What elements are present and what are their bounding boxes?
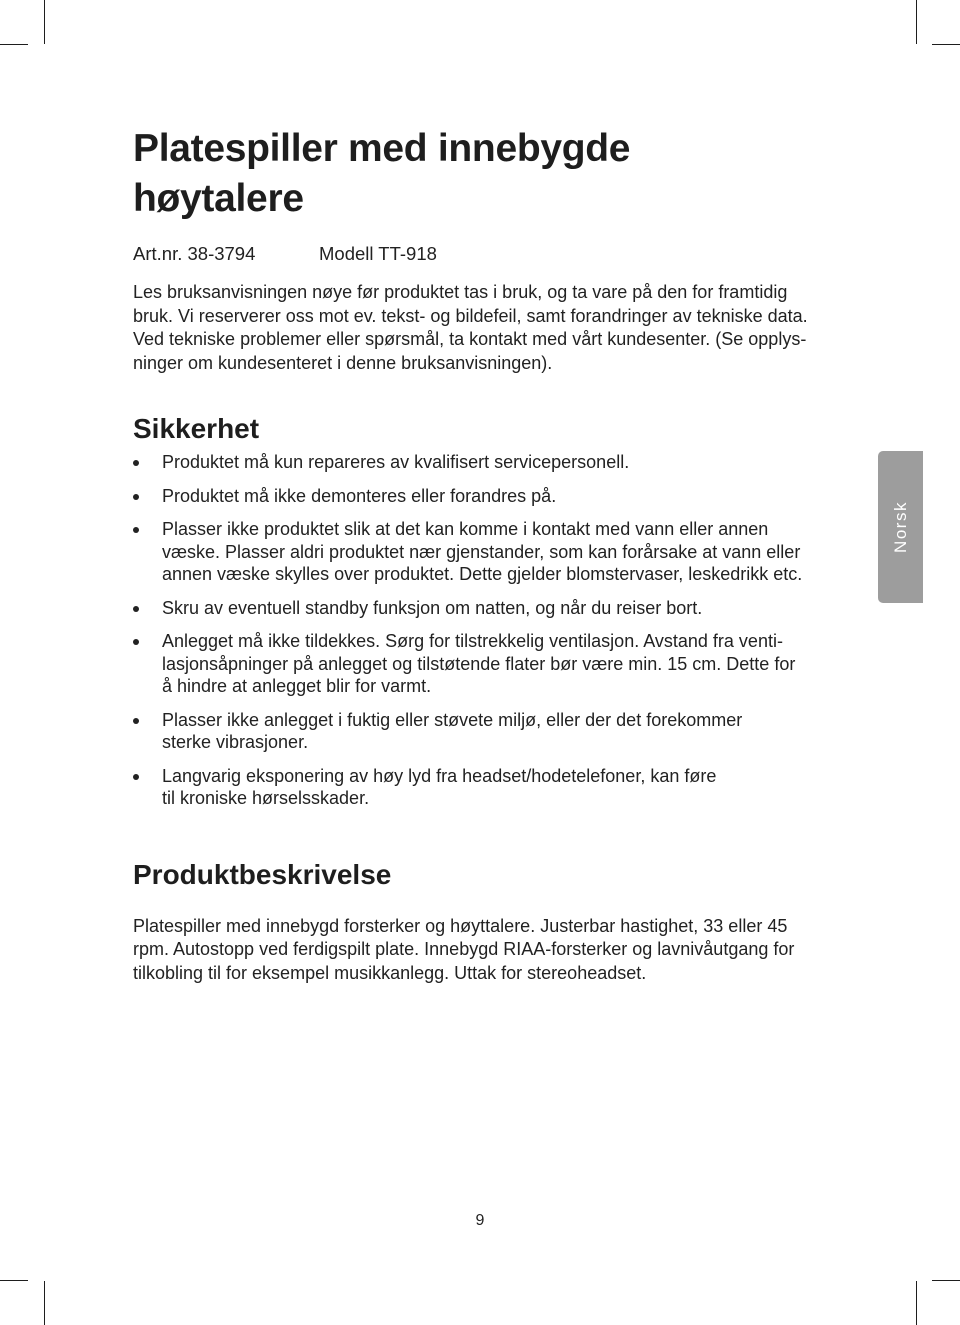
product-heading: Produktbeskrivelse bbox=[133, 858, 392, 890]
description-line: rpm. Autostopp ved ferdigspilt plate. Innebygd RIAA-forsterker og lavnivåutgang for bbox=[133, 939, 795, 959]
title-line: høytalere bbox=[133, 177, 304, 220]
article-number: Art.nr. 38-3794 bbox=[133, 243, 256, 264]
crop-mark-top-left bbox=[44, 0, 45, 44]
language-tab-label: Norsk bbox=[890, 501, 910, 553]
page-number: 9 bbox=[475, 1212, 485, 1229]
title-line: Platespiller med innebygde bbox=[133, 127, 631, 170]
bullet-line: Plasser ikke anlegget i fuktig eller støvete miljø, eller der det forekommer bbox=[162, 709, 743, 730]
bullet-line: sterke vibrasjoner. bbox=[162, 732, 309, 752]
bullet-icon bbox=[133, 527, 139, 533]
crop-mark-top-right-h bbox=[932, 44, 960, 45]
safety-item bbox=[133, 630, 823, 698]
crop-mark-bottom-left bbox=[44, 1281, 45, 1325]
intro-line: ninger om kundesenteret i denne bruksanvisningen). bbox=[133, 352, 553, 373]
safety-item bbox=[133, 485, 823, 508]
bullet-line: Plasser ikke produktet slik at det kan komme i kontakt med vann eller annen bbox=[162, 519, 769, 539]
model-number: Modell TT-918 bbox=[319, 243, 437, 264]
intro-line: Les bruksanvisningen nøye før produktet tas i bruk, og ta vare på den for framtidig bbox=[133, 282, 788, 302]
intro-line: Ved tekniske problemer eller spørsmål, ta kontakt med vårt kundesenter. (Se opplys- bbox=[133, 329, 807, 349]
safety-item bbox=[133, 709, 823, 754]
description-line: tilkobling til for eksempel musikkanlegg. Uttak for stereoheadset. bbox=[133, 962, 647, 983]
bullet-line: Skru av eventuell standby funksjon om natten, og når du reiser bort. bbox=[162, 597, 703, 618]
page-content bbox=[133, 118, 823, 985]
bullet-icon bbox=[133, 494, 139, 500]
bullet-line: Produktet må ikke demonteres eller forandres på. bbox=[162, 485, 557, 506]
safety-heading: Sikkerhet bbox=[133, 413, 260, 444]
safety-item bbox=[133, 518, 823, 586]
bullet-icon bbox=[133, 774, 139, 780]
bullet-line: annen væske skylles over produktet. Dette gjelder blomstervaser, leskedrikk etc. bbox=[162, 564, 803, 584]
article-info bbox=[133, 241, 823, 267]
page-title bbox=[133, 124, 823, 224]
bullet-icon bbox=[133, 606, 139, 612]
language-tab bbox=[878, 451, 923, 603]
crop-mark-top-left-h bbox=[0, 44, 28, 45]
bullet-line: lasjonsåpninger på anlegget og tilstøtende flater bør være min. 15 cm. Dette for bbox=[162, 653, 796, 674]
bullet-line: Anlegget må ikke tildekkes. Sørg for tilstrekkelig ventilasjon. Avstand fra venti- bbox=[162, 631, 783, 651]
bullet-line: væske. Plasser aldri produktet nær gjenstander, som kan forårsake at vann eller bbox=[162, 541, 801, 562]
bullet-icon bbox=[133, 639, 139, 645]
safety-list bbox=[133, 451, 823, 810]
bullet-icon bbox=[133, 718, 139, 724]
bullet-line: å hindre at anlegget blir for varmt. bbox=[162, 676, 432, 696]
bullet-line: Produktet må kun repareres av kvalifisert servicepersonell. bbox=[162, 452, 630, 472]
safety-item bbox=[133, 597, 823, 620]
crop-mark-bottom-right-h bbox=[932, 1280, 960, 1281]
intro-line: bruk. Vi reserverer oss mot ev. tekst- og bildefeil, samt forandringer av tekniske data. bbox=[133, 305, 808, 326]
safety-item bbox=[133, 451, 823, 474]
description-line: Platespiller med innebygd forsterker og høyttalere. Justerbar hastighet, 33 eller 45 bbox=[133, 915, 788, 936]
bullet-line: til kroniske hørselsskader. bbox=[162, 788, 370, 808]
crop-mark-top-right bbox=[916, 0, 917, 44]
crop-mark-bottom-right bbox=[916, 1281, 917, 1325]
safety-item bbox=[133, 765, 823, 810]
bullet-line: Langvarig eksponering av høy lyd fra headset/hodetelefoner, kan føre bbox=[162, 765, 717, 786]
bullet-icon bbox=[133, 460, 139, 466]
product-description bbox=[133, 915, 823, 986]
intro-paragraph bbox=[133, 281, 823, 375]
crop-mark-bottom-left-h bbox=[0, 1280, 28, 1281]
